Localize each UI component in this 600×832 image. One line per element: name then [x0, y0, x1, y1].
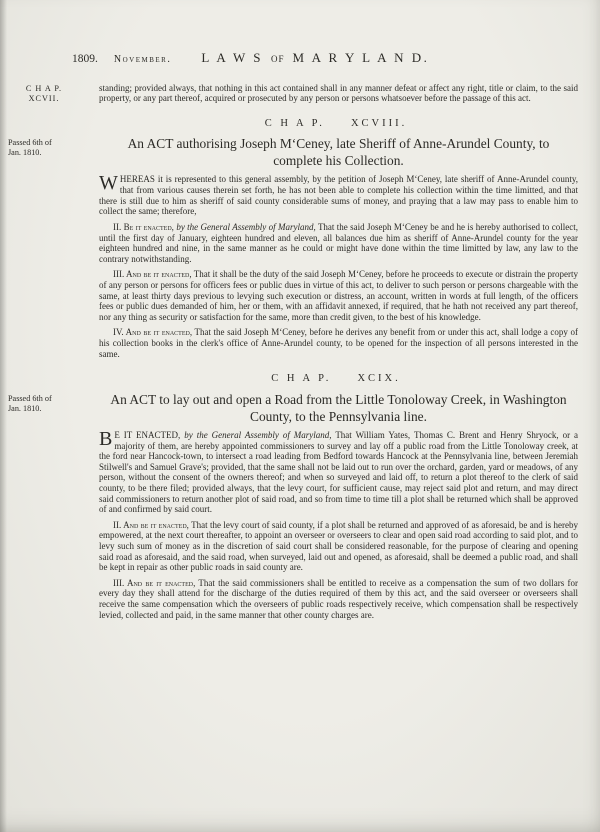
margin-note-chap-97: [8, 83, 94, 109]
header-year: 1809.: [72, 53, 98, 65]
paragraph-98-1: [99, 174, 578, 216]
paragraph-98-2: [99, 222, 578, 264]
margin-note-line: C H A P.: [25, 83, 63, 93]
paragraph-99-2: [99, 520, 578, 573]
enacting-clause: II. Be it enacted,: [113, 221, 174, 232]
section-chap-98: [8, 135, 578, 364]
paragraph-98-4: [99, 327, 578, 359]
margin-note-line: Passed 6th of: [8, 393, 52, 403]
assembly-phrase: by the General Assembly of Maryland,: [184, 429, 332, 440]
paragraph-text: standing; provided always, that nothing in this act contained shall in any manner defeat or affect any right, title or claim, to the said property, or any part thereof, acquired or prosecuted by any person or persons whatsoever before the passage of this act.: [99, 82, 578, 104]
act-title-99: An ACT to lay out and open a Road from the Little Tonoloway Creek, in Washington County, to the Pennsylvania line.: [110, 391, 567, 424]
margin-note-line: Jan. 1810.: [8, 148, 42, 158]
margin-note-line: XCVII.: [28, 93, 60, 103]
chapter-number: XCVIII.: [350, 117, 408, 129]
enacting-clause: II. And be it enacted,: [113, 519, 189, 530]
enacting-clause: III. And be it enacted,: [113, 269, 192, 280]
paragraph-text: That the said Joseph M‘Ceney be and he is hereby authorised to collect, until the first day of January, eighteen hundred and eleven, all balances due him as sheriff of Anne-Arundel county for the year eighteen hundred and nine, in the same manner as he could or might have done within the time limitted by law, any law to the contrary notwithstanding.: [99, 221, 579, 264]
paragraph-text: That the said Joseph M‘Ceney, before he derives any benefit from or under this act, shall lodge a copy of his collection books in the clerk's office of Anne-Arundel county, to be opened for the inspection of all persons interested in the same.: [99, 327, 578, 359]
enacting-clause: III. And be it enacted,: [113, 577, 196, 588]
act-title-98: An ACT authorising Joseph M‘Ceney, late Sheriff of Anne-Arundel County, to complete his Collection.: [127, 136, 550, 169]
chapter-heading-98: [94, 118, 578, 130]
drop-cap: B: [99, 427, 113, 450]
margin-note-passed-98: [8, 135, 94, 364]
page-title: [201, 50, 429, 65]
paragraph-99-1: [99, 427, 579, 515]
paragraph-text: That the said commissioners shall be entitled to receive as a compensation the sum of two dollars for every day they shall attend for the discharge of the duties required of them by this act, and the said overseer or overseers shall receive the same compensation which the overseers of public roads respectively receive, which compensation shall be respectively levied, collected and paid, in the same manner that other county charges are.: [99, 577, 578, 620]
section-content: [99, 391, 578, 626]
section-content: [99, 135, 578, 364]
assembly-phrase: by the General Assembly of Maryland,: [176, 221, 316, 232]
title-laws: L A W S: [201, 50, 264, 65]
chapter-number: XCIX.: [357, 373, 401, 385]
title-of: OF: [271, 54, 285, 64]
lead-caps: E IT ENACTED,: [114, 429, 181, 440]
title-maryland: M A R Y L A N D.: [292, 50, 430, 65]
paragraph-text: it is represented to this general assembly, by the petition of Joseph M‘Ceney, late sheriff of Anne-Arundel county, that from various causes therein set forth, he has not been able to complete his collection within the time limitted, and that there is still due to him as sheriff of said county considerable sums of money, and praying that a law may pass to enable him to collect the same; therefore,: [99, 174, 579, 217]
section-chap-97: [8, 83, 578, 109]
header-month: November.: [113, 54, 172, 65]
running-header: [72, 50, 578, 67]
section-chap-99: [8, 391, 578, 626]
chapter-word: C H A P.: [264, 117, 325, 129]
chapter-heading-99: [94, 373, 578, 385]
drop-cap: W: [99, 172, 118, 195]
paragraph-text: That the levy court of said county, if a plot shall be returned and approved of as aforesaid, be and is hereby empowered, at the next court thereafter, to appoint an overseer or overseers to clear and open said road according to said plot, and to levy such sum of money as in the discretion of said court shall be considered reasonable, for the purpose of clearing and opening said road as aforesaid, and the said road, when surveyed, laid out and opened, as aforesaid, shall be deemed a public road, and shall be kept in repair as other public roads in said county are.: [99, 519, 578, 573]
lead-caps: HEREAS: [119, 174, 155, 185]
paragraph-98-3: [99, 269, 578, 322]
paragraph-text: That William Yates, Thomas C. Brent and Henry Shryock, or a majority of them, are hereby appointed commissioners to survey and lay off a public road from the Little Tonoloway creek, at the ford near Hancock-town, to intersect a road leading from Bedford towards Hancock at the Pennsylvania line, between Jeremiah Stilwell's and Samuel Grave's; provided, that the same shall not be laid out to run over the orchard, garden, yard or meadows, of any person, without the consent of the owners thereof; and when so surveyed and laid off, to return a plot thereof to the clerk of said county, to be there filed; provided always, that the levy court, for sufficient cause, may reject said plot and return, and may direct said commissioners to return another plot of said road, and so from time to time till a plot shall be returned which shall be approved of and confirmed by said court.: [99, 429, 579, 515]
margin-note-passed-99: [8, 391, 94, 626]
enacting-clause: IV. And be it enacted,: [113, 327, 193, 338]
paragraph-99-3: [99, 578, 578, 620]
section-content: [99, 83, 578, 109]
paragraph-97-continuation: [99, 83, 578, 104]
margin-note-line: Passed 6th of: [8, 138, 52, 148]
paragraph-text: That it shall be the duty of the said Joseph M‘Ceney, before he proceeds to execute or distrain the property of any person or persons for officers fees or public dues in virtue of this act, to deliver to such person or persons chargeable with the same, at least thirty days previous to levying such execution or distress, an account, written in words at full length, of the officers fees or public dues demanded of him, her or them, with an affidavit annexed, if required, that he hath not received any part thereof, nor any thing as security or satisfaction for the same, more than credit given, to the best of his knowledge.: [99, 269, 578, 322]
chapter-word: C H A P.: [271, 373, 332, 385]
margin-note-line: Jan. 1810.: [8, 403, 42, 413]
